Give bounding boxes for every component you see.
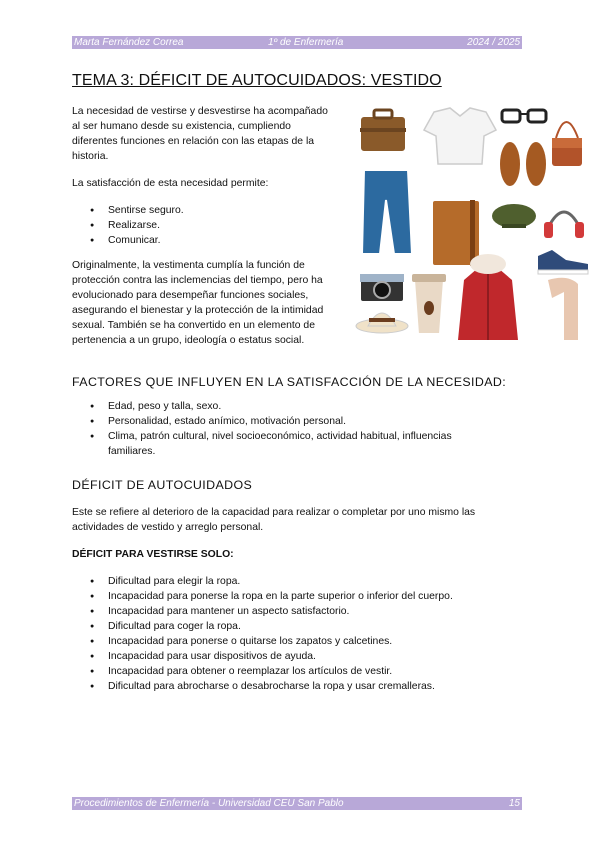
intro-section [72, 104, 332, 360]
header-year: 2024 / 2025 [467, 37, 520, 48]
shoulder-bag-icon [552, 122, 582, 166]
deficit-section [72, 478, 522, 706]
headphones-icon [544, 212, 584, 238]
factors-heading: FACTORES QUE INFLUYEN EN LA SATISFACCIÓN DE LA NECESIDAD: [72, 375, 507, 389]
list-item: ● Clima, patrón cultural, nivel socioeconómico, actividad habitual, influencias familiares. [108, 429, 482, 459]
footer-text: Procedimientos de Enfermería - Universidad CEU San Pablo [74, 798, 344, 809]
intro-paragraph-2: La satisfacción de esta necesidad permite: [72, 178, 269, 189]
page-number: 15 [508, 798, 520, 809]
jeans-icon [362, 170, 412, 254]
factors-list [72, 399, 522, 459]
page-title: TEMA 3: DÉFICIT DE AUTOCUIDADOS: VESTIDO [72, 72, 442, 89]
sneaker-icon [538, 250, 588, 274]
intro-paragraph-1: La necesidad de vestirse y desvestirse ha acompañado al ser humano desde su existencia, cumpliendo diferentes funciones en relación con las etapas de la historia. [72, 106, 328, 162]
hat-icon [492, 204, 536, 228]
list-item: ● Incapacidad para ponerse la ropa en la parte superior o inferior del cuerpo. [108, 589, 522, 604]
list-item: ● Comunicar. [108, 233, 332, 248]
deficit-heading: DÉFICIT DE AUTOCUIDADOS [72, 478, 253, 492]
list-item: ● Edad, peso y talla, sexo. [108, 399, 482, 414]
list-item: ● Incapacidad para mantener un aspecto satisfactorio. [108, 604, 522, 619]
list-item: ● Realizarse. [108, 218, 332, 233]
list-item: ● Incapacidad para ponerse o quitarse los zapatos y calcetines. [108, 634, 522, 649]
header-course: 1º de Enfermería [268, 37, 344, 48]
camera-icon [360, 274, 404, 302]
list-item: ● Incapacidad para usar dispositivos de ayuda. [108, 649, 522, 664]
header-author: Marta Fernández Correa [74, 37, 184, 48]
list-item: ● Personalidad, estado anímico, motivación personal. [108, 414, 482, 429]
briefcase-icon [360, 110, 406, 152]
notebook-icon [432, 200, 480, 266]
factors-section [72, 375, 522, 471]
intro-paragraph-3: Originalmente, la vestimenta cumplía la función de protección contra las inclemencias del tiempo, pero ha evolucionado para desempeñar funciones sociales, asegurando el bienestar y la protección de la intimidad sexual. También se ha convertido en un elemento de pertenencia a un grupo, ideología o estatus social. [72, 260, 324, 346]
intro-list [72, 203, 332, 248]
glasses-icon [502, 110, 546, 122]
scarf-icon [548, 278, 578, 340]
page-footer [72, 797, 522, 810]
list-item: ● Dificultad para abrocharse o desabrocharse la ropa y usar cremalleras. [108, 679, 522, 694]
list-item: ● Sentirse seguro. [108, 203, 332, 218]
deficit-text: Este se refiere al deterioro de la capacidad para realizar o completar por uno mismo las actividades de vestido y arreglo personal. [72, 507, 476, 533]
page-header [72, 36, 522, 49]
shoes-icon [500, 142, 546, 186]
clothing-illustration [352, 104, 592, 344]
coffee-cup-icon [412, 274, 446, 334]
list-item: ● Dificultad para coger la ropa. [108, 619, 522, 634]
list-item: ● Incapacidad para obtener o reemplazar los artículos de vestir. [108, 664, 522, 679]
list-item: ● Dificultad para elegir la ropa. [108, 574, 522, 589]
shirt-icon [424, 108, 496, 164]
deficit-subheading: DÉFICIT PARA VESTIRSE SOLO: [72, 549, 234, 560]
straw-hat-icon [356, 313, 408, 333]
deficit-list [72, 574, 522, 694]
